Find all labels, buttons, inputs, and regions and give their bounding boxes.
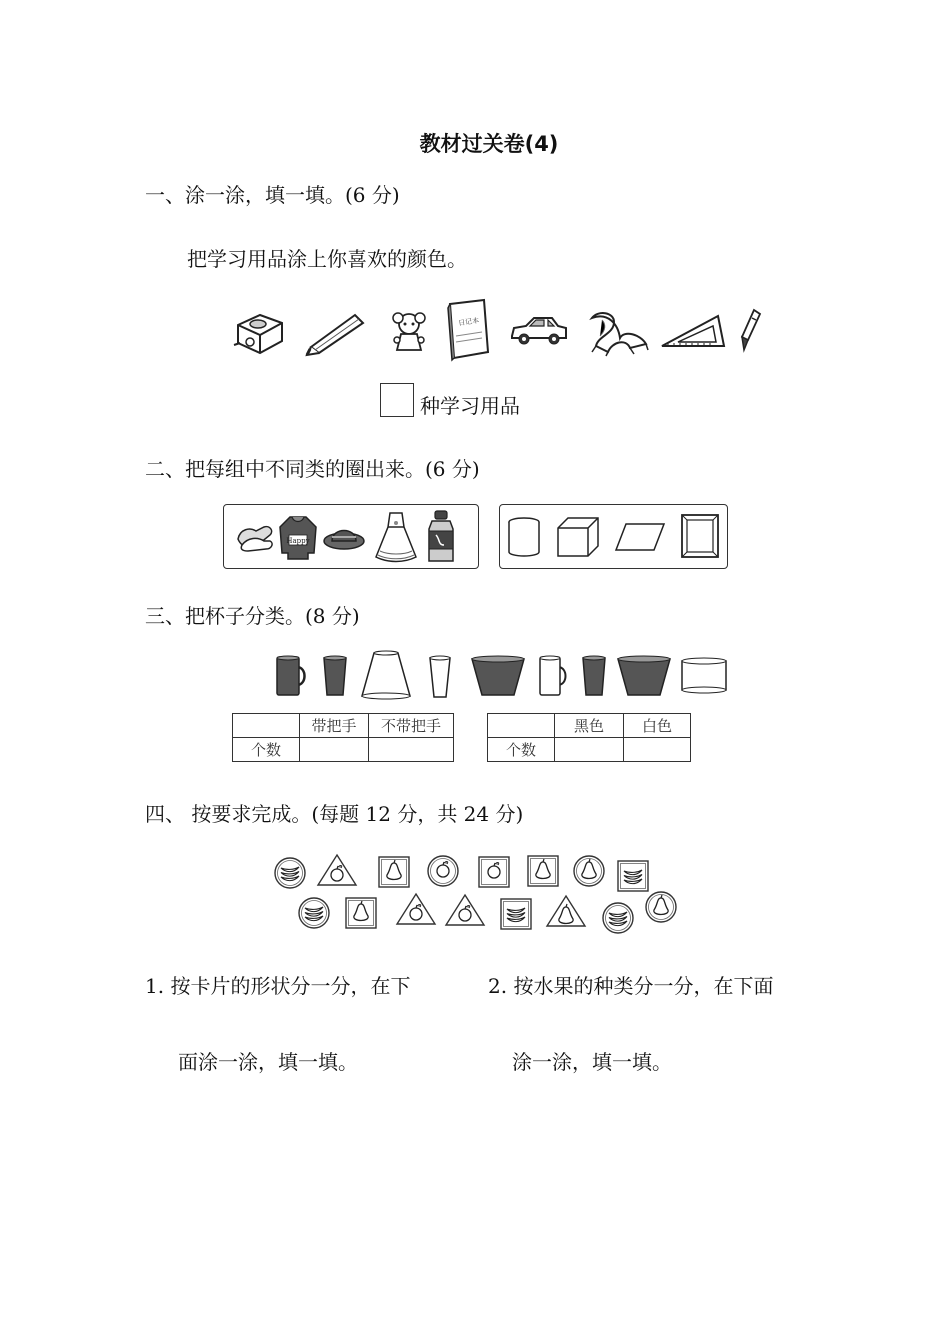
section1-heading: 一、涂一涂，填一填。(6 分) <box>145 183 400 207</box>
task2-line2: 涂一涂，填一填。 <box>512 1050 672 1074</box>
task1-line1: 1. 按卡片的形状分一分，在下 <box>145 974 411 998</box>
row2-card-triangle-apple[interactable] <box>397 894 435 924</box>
row1-card-circle-apple[interactable] <box>428 856 458 886</box>
task2-line1: 2. 按水果的种类分一分，在下面 <box>488 974 774 998</box>
row2-card-circle-banana[interactable] <box>603 903 633 933</box>
row1-card-square-banana[interactable] <box>618 861 648 891</box>
row1-card-circle-banana[interactable] <box>275 858 305 888</box>
table2-header-white: 白色 <box>624 714 691 738</box>
table1-header-no-handle: 不带把手 <box>369 714 454 738</box>
row2-card-triangle-apple[interactable] <box>446 895 484 925</box>
sweater-text: Happy <box>286 537 310 545</box>
row1-card-square-apple[interactable] <box>479 857 509 887</box>
row2-card-circle-banana[interactable] <box>299 898 329 928</box>
notebook-label: 日记本 <box>457 316 480 328</box>
table2-header-black: 黑色 <box>555 714 624 738</box>
table1-header-handle: 带把手 <box>300 714 369 738</box>
row1-card-square-pear[interactable] <box>528 856 558 886</box>
row2-card-triangle-pear[interactable] <box>547 896 585 926</box>
answer-label: 种学习用品 <box>420 394 520 418</box>
row2-card-square-banana[interactable] <box>501 899 531 929</box>
row1-card-circle-pear[interactable] <box>574 856 604 886</box>
row1-card-square-pear[interactable] <box>379 857 409 887</box>
table2-row-label: 个数 <box>488 738 555 762</box>
section1-instruction: 把学习用品涂上你喜欢的颜色。 <box>187 247 467 271</box>
page-title: 教材过关卷(4) <box>419 132 559 156</box>
row2-card-square-pear[interactable] <box>346 898 376 928</box>
task1-line2: 面涂一涂，填一填。 <box>178 1050 358 1074</box>
section4-heading: 四、 按要求完成。(每题 12 分，共 24 分) <box>145 802 524 826</box>
row1-card-triangle-apple[interactable] <box>318 855 356 885</box>
section2-heading: 二、把每组中不同类的圈出来。(6 分) <box>145 457 480 481</box>
row2-card-circle-pear[interactable] <box>646 892 676 922</box>
table1-row-label: 个数 <box>233 738 300 762</box>
section3-heading: 三、把杯子分类。(8 分) <box>145 604 360 628</box>
